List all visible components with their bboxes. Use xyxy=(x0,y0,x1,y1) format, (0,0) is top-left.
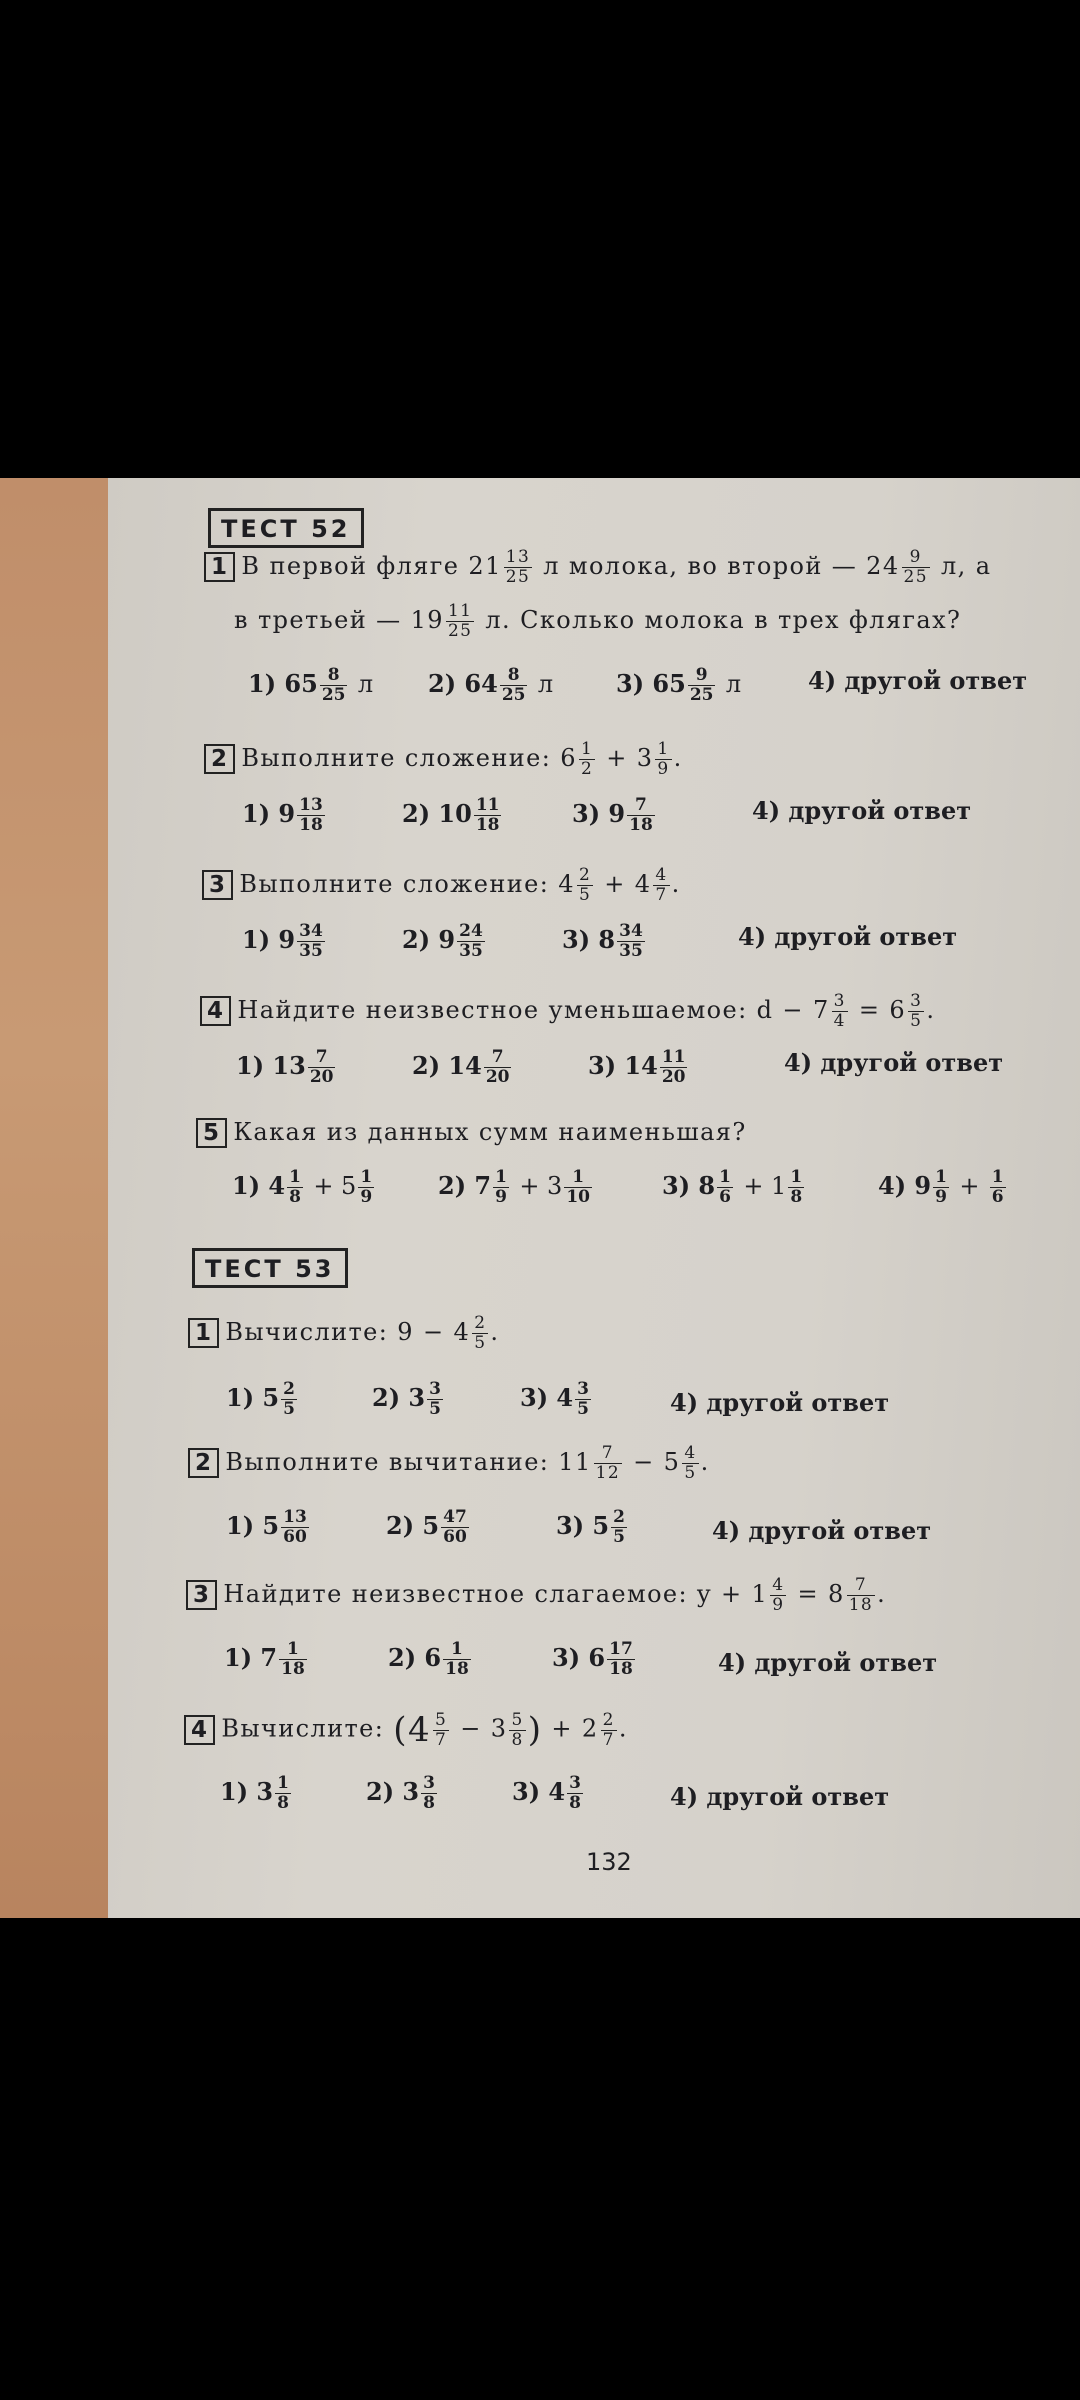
t53-q4-number: 4 xyxy=(184,1715,215,1745)
fraction: $\frac{13}{25}$ xyxy=(505,547,531,587)
t53-q2-options xyxy=(226,1508,1066,1558)
t53-q4-option-1[interactable]: 1) 3 $\frac{1}{8}$ xyxy=(220,1773,289,1813)
fraction: $\frac{5}{8}$ xyxy=(511,1709,524,1750)
fraction: $\frac{3}{4}$ xyxy=(833,991,846,1031)
t52-q1-option-2[interactable]: 2) 64 $\frac{8}{25}$ л xyxy=(428,665,554,705)
t52-q4-number: 4 xyxy=(200,996,231,1026)
t52-q3-option-2[interactable]: 2) 9 $\frac{24}{35}$ xyxy=(402,921,483,961)
test-53-header xyxy=(192,1248,348,1288)
t53-q3-mid: = 8 xyxy=(797,1580,845,1608)
fraction: $\frac{1}{9}$ xyxy=(657,739,670,779)
t53-q4-options xyxy=(220,1774,1060,1824)
t52-q1-text-b: л молока, во второй — 24 xyxy=(543,552,900,580)
t52-q4-option-2[interactable]: 2) 14 $\frac{7}{20}$ xyxy=(412,1047,510,1087)
test-53-title: ТЕСТ 53 xyxy=(205,1255,335,1283)
t53-q4-paren-open: (4 xyxy=(393,1710,431,1750)
t52-q4-mid: = 6 xyxy=(858,996,907,1024)
t52-q5-option-2[interactable]: 2) 7 $\frac{1}{9}$ + 3 $\frac{1}{10}$ xyxy=(438,1167,590,1207)
fraction: $\frac{7}{12}$ xyxy=(595,1443,621,1483)
t53-q2-option-4[interactable]: 4) другой ответ xyxy=(712,1516,932,1545)
t52-q4-text: Найдите неизвестное уменьшаемое: d − 7 xyxy=(237,996,830,1024)
t53-q2-end: . xyxy=(700,1448,710,1476)
t52-q5-option-1[interactable]: 1) 4 $\frac{1}{8}$ + 5 $\frac{1}{9}$ xyxy=(232,1167,373,1207)
t53-q3-option-3[interactable]: 3) 6 $\frac{17}{18}$ xyxy=(552,1639,633,1679)
t53-q2-mid: − 5 xyxy=(633,1448,681,1476)
t52-q5-option-3[interactable]: 3) 8 $\frac{1}{6}$ + 1 $\frac{1}{8}$ xyxy=(662,1167,803,1207)
t53-q1-option-2[interactable]: 2) 3 $\frac{3}{5}$ xyxy=(372,1379,441,1419)
t53-q1-end: . xyxy=(490,1318,500,1346)
t52-q1-option-4[interactable]: 4) другой ответ xyxy=(808,666,1028,695)
t52-q1-line1 xyxy=(204,548,991,587)
t53-q1-number: 1 xyxy=(188,1318,219,1348)
t52-q2-text: Выполните сложение: 6 xyxy=(241,744,577,772)
t52-q2-line xyxy=(204,740,683,779)
t53-q4-mid2: + 2 xyxy=(551,1714,599,1743)
t53-q3-text: Найдите неизвестное слагаемое: y + 1 xyxy=(223,1580,769,1608)
fraction: $\frac{1}{2}$ xyxy=(580,739,594,779)
t52-q5-options xyxy=(232,1168,1072,1218)
t52-q4-line xyxy=(200,992,935,1031)
t53-q2-option-3[interactable]: 3) 5 $\frac{2}{5}$ xyxy=(556,1507,625,1547)
t53-q1-line xyxy=(188,1314,499,1353)
t53-q4-paren-close: ) xyxy=(527,1710,543,1750)
fraction: $\frac{11}{25}$ xyxy=(447,601,473,641)
t52-q2-option-1[interactable]: 1) 9 $\frac{13}{18}$ xyxy=(242,795,323,835)
t52-q1-number: 1 xyxy=(204,552,235,582)
t53-q2-option-2[interactable]: 2) 5 $\frac{47}{60}$ xyxy=(386,1507,467,1547)
t53-q3-option-2[interactable]: 2) 6 $\frac{1}{18}$ xyxy=(388,1639,469,1679)
test-52-title: ТЕСТ 52 xyxy=(221,515,351,543)
fraction: $\frac{4}{9}$ xyxy=(772,1575,785,1615)
t52-q4-option-1[interactable]: 1) 13 $\frac{7}{20}$ xyxy=(236,1047,334,1087)
t52-q2-option-3[interactable]: 3) 9 $\frac{7}{18}$ xyxy=(572,795,653,835)
t52-q3-option-1[interactable]: 1) 9 $\frac{34}{35}$ xyxy=(242,921,323,961)
t52-q2-mid: + 3 xyxy=(606,744,654,772)
t52-q3-text: Выполните сложение: 4 xyxy=(239,870,575,898)
t53-q4-option-4[interactable]: 4) другой ответ xyxy=(670,1782,890,1811)
t52-q1-line2-b: л. Сколько молока в трех флягах? xyxy=(485,606,962,634)
t53-q1-option-3[interactable]: 3) 4 $\frac{3}{5}$ xyxy=(520,1379,589,1419)
t52-q3-number: 3 xyxy=(202,870,233,900)
t53-q2-text: Выполните вычитание: 11 xyxy=(225,1448,592,1476)
t52-q5-text: Какая из данных сумм наименьшая? xyxy=(233,1118,747,1146)
t52-q2-number: 2 xyxy=(204,744,235,774)
fraction: $\frac{4}{7}$ xyxy=(655,865,668,905)
fraction: $\frac{4}{5}$ xyxy=(684,1443,697,1483)
t53-q2-number: 2 xyxy=(188,1448,219,1478)
t53-q4-option-2[interactable]: 2) 3 $\frac{3}{8}$ xyxy=(366,1773,435,1813)
t53-q3-option-1[interactable]: 1) 7 $\frac{1}{18}$ xyxy=(224,1639,305,1679)
t53-q1-option-1[interactable]: 1) 5 $\frac{2}{5}$ xyxy=(226,1379,295,1419)
t53-q1-option-4[interactable]: 4) другой ответ xyxy=(670,1388,890,1417)
t52-q2-option-2[interactable]: 2) 10 $\frac{11}{18}$ xyxy=(402,795,500,835)
fraction: $\frac{2}{5}$ xyxy=(474,1313,487,1353)
t53-q2-option-1[interactable]: 1) 5 $\frac{13}{60}$ xyxy=(226,1507,307,1547)
t53-q4-option-3[interactable]: 3) 4 $\frac{3}{8}$ xyxy=(512,1773,581,1813)
t52-q1-text-c: л, а xyxy=(940,552,992,580)
t52-q1-line2-a: в третьей — 19 xyxy=(234,606,444,634)
t53-q1-text: Вычислите: 9 − 4 xyxy=(225,1318,471,1346)
t52-q4-options xyxy=(236,1048,1066,1098)
fraction: $\frac{3}{5}$ xyxy=(910,991,923,1031)
t52-q4-option-3[interactable]: 3) 14 $\frac{11}{20}$ xyxy=(588,1047,686,1087)
t53-q3-end: . xyxy=(877,1580,887,1608)
t52-q1-text-a: В первой фляге 21 xyxy=(241,552,502,580)
t53-q4-text: Вычислите: xyxy=(221,1714,385,1743)
fraction: $\frac{2}{7}$ xyxy=(602,1709,615,1750)
t52-q1-line2 xyxy=(234,602,961,641)
t53-q3-option-4[interactable]: 4) другой ответ xyxy=(718,1648,938,1677)
t52-q4-end: . xyxy=(926,996,936,1024)
t52-q5-option-4[interactable]: 4) 9 $\frac{1}{9}$ + $\frac{1}{6}$ xyxy=(878,1167,1004,1207)
t53-q3-number: 3 xyxy=(186,1580,217,1610)
table-surface xyxy=(0,478,110,1918)
t52-q2-end: . xyxy=(673,744,683,772)
fraction: $\frac{9}{25}$ xyxy=(903,547,928,587)
test-52-header xyxy=(208,508,364,548)
t53-q4-line xyxy=(184,1710,628,1750)
t52-q4-option-4[interactable]: 4) другой ответ xyxy=(784,1048,1004,1077)
t52-q2-option-4[interactable]: 4) другой ответ xyxy=(752,796,972,825)
t53-q4-mid1: − 3 xyxy=(460,1714,508,1743)
t52-q1-option-3[interactable]: 3) 65 $\frac{9}{25}$ л xyxy=(616,665,742,705)
t52-q3-mid: + 4 xyxy=(604,870,652,898)
t52-q3-option-3[interactable]: 3) 8 $\frac{34}{35}$ xyxy=(562,921,643,961)
fraction: $\frac{2}{5}$ xyxy=(578,865,592,905)
t52-q1-options xyxy=(248,666,1068,716)
t53-q2-line xyxy=(188,1444,710,1483)
t52-q5-number: 5 xyxy=(196,1118,227,1148)
t53-q3-options xyxy=(224,1640,1064,1690)
t52-q1-option-1[interactable]: 1) 65 $\frac{8}{25}$ л xyxy=(248,665,374,705)
t53-q3-line xyxy=(186,1576,886,1615)
fraction: $\frac{5}{7}$ xyxy=(435,1709,448,1750)
t52-q3-options xyxy=(242,922,1062,972)
t52-q3-option-4[interactable]: 4) другой ответ xyxy=(738,922,958,951)
book-page xyxy=(108,478,1080,1918)
t52-q2-options xyxy=(242,796,1062,846)
t52-q3-line xyxy=(202,866,681,905)
t52-q5-line xyxy=(196,1118,747,1148)
t53-q1-options xyxy=(226,1380,1046,1430)
t53-q4-end: . xyxy=(618,1714,628,1743)
book-photo xyxy=(0,478,1080,1918)
fraction: $\frac{7}{18}$ xyxy=(848,1575,874,1615)
page-number: 132 xyxy=(586,1848,632,1876)
t52-q3-end: . xyxy=(671,870,681,898)
